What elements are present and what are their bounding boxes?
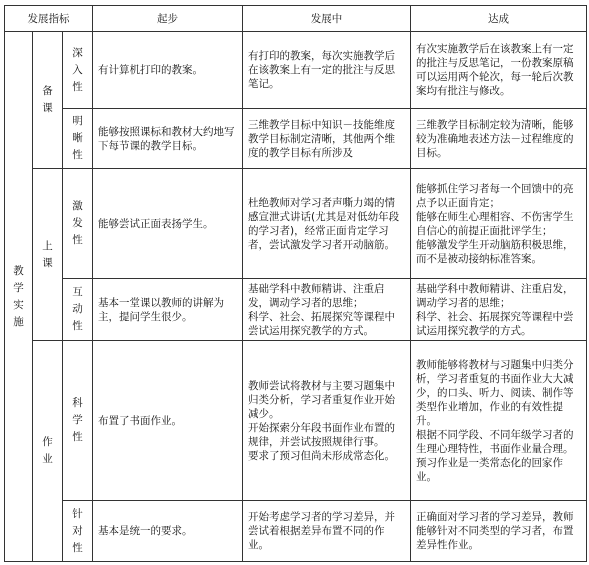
achieved-line: 教师能够将教材与习题集中归类分析，学习者重复的书面作业大大减少，的口头、听力、阅读、制作等类型作业增加，作业的有效性提升。 <box>416 358 574 427</box>
achieved-line: 基础学科中教师精讲、注重启发，调动学习者的思维； <box>416 282 574 309</box>
achieved-line: 能够抓住学习者每一个回馈中的亮点予以正面肯定； <box>416 182 574 209</box>
developing-cell: 杜绝教师对学习者声嘶力竭的情感宣泄式讲话(尤其是对低幼年段的学习者)，经常正面肯定学习者，尝试激发学习者开动脑筋。 <box>243 169 411 279</box>
table-row <box>5 32 587 109</box>
row-name: 针对性 <box>63 501 93 562</box>
start-cell: 能够按照课标和教材大约地写下每节课的教学目标。 <box>93 109 243 169</box>
row-name: 明晰性 <box>63 109 93 169</box>
developing-cell <box>243 341 411 501</box>
row-name: 深入性 <box>63 32 93 109</box>
table-row <box>5 501 587 562</box>
achieved-cell: 正确面对学习者的学习差异，教师能够针对不同类型的学习者，布置差异性作业。 <box>411 501 587 562</box>
row-name: 科学性 <box>63 341 93 501</box>
group-label-homework: 作业 <box>33 341 63 562</box>
achieved-line: 根据不同学段、不同年级学习者的生理心理特性，书面作业量合理。 <box>416 428 574 455</box>
developing-line: 要求了预习但尚未形成常态化。 <box>248 449 396 462</box>
header-start: 起步 <box>93 6 243 32</box>
achieved-line: 科学、社会、拓展探究等课程中尝试运用探究教学的方式。 <box>416 310 574 337</box>
developing-line: 开始探索分年段书面作业布置的规律，并尝试按照规律行事。 <box>248 421 396 448</box>
development-indicator-table <box>4 5 587 562</box>
achieved-line: 能够在师生心理相容、不伤害学生自信心的前提正面批评学生； <box>416 210 574 237</box>
header-achieved: 达成 <box>411 6 587 32</box>
start-cell: 基本一堂课以教师的讲解为主，提问学生很少。 <box>93 279 243 341</box>
table-row <box>5 279 587 341</box>
achieved-line: 能够激发学生开动脑筋积极思维，而不是被动接纳标准答案。 <box>416 238 574 265</box>
developing-cell: 开始考虑学习者的学习差异，并尝试着根据差异布置不同的作业。 <box>243 501 411 562</box>
developing-cell: 三维教学目标中知识－技能维度教学目标制定清晰，其他两个维度的教学目标有所涉及 <box>243 109 411 169</box>
group-label-prep: 备课 <box>33 32 63 169</box>
start-cell: 能够尝试正面表扬学生。 <box>93 169 243 279</box>
row-name: 互动性 <box>63 279 93 341</box>
table-row <box>5 341 587 501</box>
table-row <box>5 109 587 169</box>
group-label-class: 上课 <box>33 169 63 341</box>
achieved-cell <box>411 341 587 501</box>
start-cell: 基本是统一的要求。 <box>93 501 243 562</box>
developing-cell <box>243 279 411 341</box>
developing-line: 基础学科中教师精讲、注重启发，调动学习者的思维； <box>248 282 385 309</box>
achieved-cell <box>411 279 587 341</box>
achieved-cell <box>411 169 587 279</box>
achieved-cell: 有次实施教学后在该教案上有一定的批注与反思笔记，一份教案原稿可以运用两个轮次，每一轮后次教案均有批注与修改。 <box>411 32 587 109</box>
developing-line: 科学、社会、拓展探究等课程中尝试运用探究教学的方式。 <box>248 310 396 337</box>
section-label: 教学实施 <box>5 32 33 562</box>
achieved-cell: 三维教学目标制定较为清晰，能够较为准确地表述方法－过程维度的目标。 <box>411 109 587 169</box>
header-indicator: 发展指标 <box>5 6 93 32</box>
achieved-line: 预习作业是一类常态化的回家作业。 <box>416 456 564 483</box>
table-row <box>5 169 587 279</box>
developing-line: 教师尝试将教材与主要习题集中归类分析，学习者重复作业开始减少。 <box>248 379 396 420</box>
header-developing: 发展中 <box>243 6 411 32</box>
start-cell: 有计算机打印的教案。 <box>93 32 243 109</box>
header-row <box>5 6 587 32</box>
row-name: 激发性 <box>63 169 93 279</box>
developing-cell: 有打印的教案，每次实施教学后在该教案上有一定的批注与反思笔记。 <box>243 32 411 109</box>
start-cell: 布置了书面作业。 <box>93 341 243 501</box>
